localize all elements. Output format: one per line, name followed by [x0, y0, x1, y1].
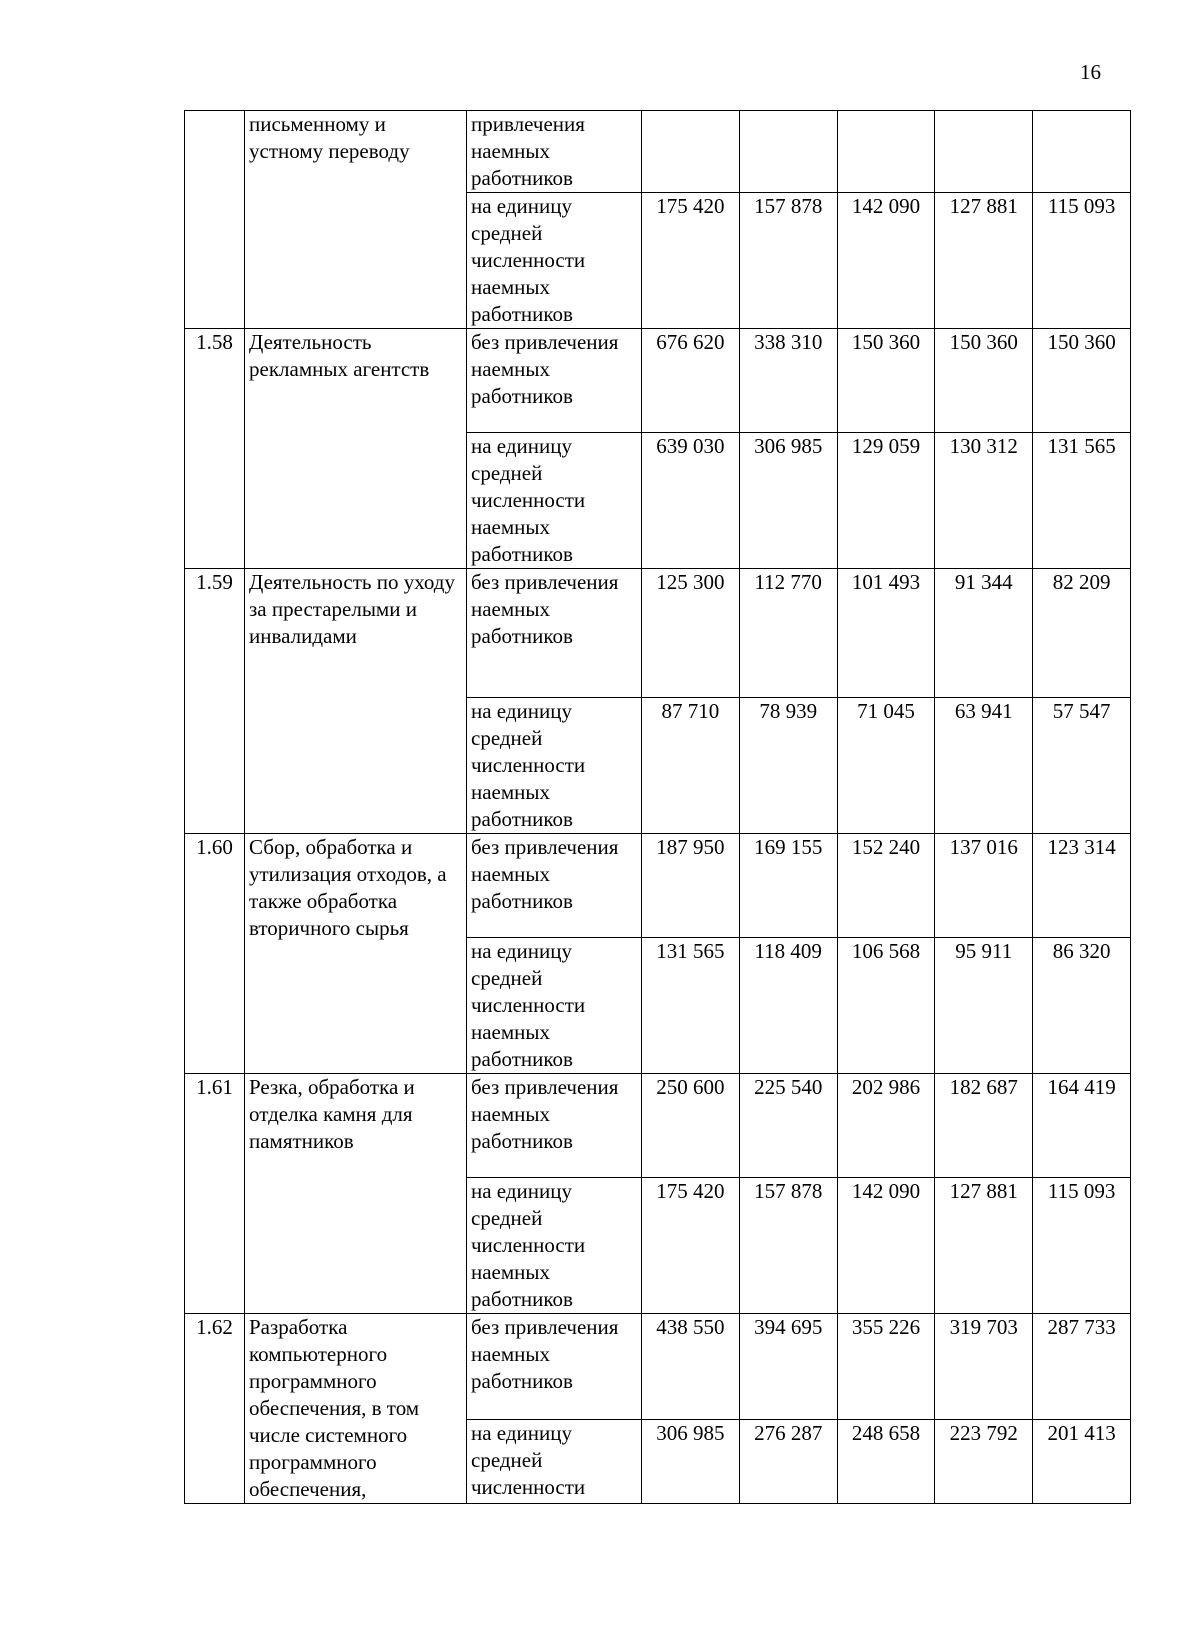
row-number: 1.58 [185, 329, 245, 569]
value-cell: 182 687 [935, 1074, 1033, 1178]
value-cell: 101 493 [837, 569, 935, 698]
value-cell: 164 419 [1033, 1074, 1131, 1178]
calculation-mode: на единицу средней численности наемных работников [467, 698, 642, 834]
value-cell: 355 226 [837, 1314, 935, 1420]
value-cell: 118 409 [739, 938, 837, 1074]
value-cell: 276 287 [739, 1420, 837, 1504]
row-number [185, 111, 245, 329]
value-cell: 175 420 [642, 193, 740, 329]
calculation-mode: без привлечения наемных работников [467, 834, 642, 938]
value-cell: 676 620 [642, 329, 740, 433]
value-cell: 87 710 [642, 698, 740, 834]
value-cell: 438 550 [642, 1314, 740, 1420]
value-cell: 78 939 [739, 698, 837, 834]
value-cell: 127 881 [935, 193, 1033, 329]
value-cell: 175 420 [642, 1178, 740, 1314]
calculation-mode: без привлечения наемных работников [467, 1074, 642, 1178]
value-cell: 115 093 [1033, 1178, 1131, 1314]
value-cell [739, 111, 837, 193]
value-cell: 223 792 [935, 1420, 1033, 1504]
value-cell: 152 240 [837, 834, 935, 938]
value-cell: 150 360 [935, 329, 1033, 433]
value-cell: 57 547 [1033, 698, 1131, 834]
table-row [185, 1074, 1131, 1178]
value-cell: 142 090 [837, 193, 935, 329]
page-number: 16 [1080, 60, 1101, 84]
value-cell: 130 312 [935, 433, 1033, 569]
value-cell: 127 881 [935, 1178, 1033, 1314]
value-cell: 157 878 [739, 193, 837, 329]
value-cell: 125 300 [642, 569, 740, 698]
row-number: 1.60 [185, 834, 245, 1074]
activity-name: Деятельность рекламных агентств [245, 329, 467, 569]
value-cell: 82 209 [1033, 569, 1131, 698]
calculation-mode: на единицу средней численности наемных работников [467, 1178, 642, 1314]
value-cell: 150 360 [1033, 329, 1131, 433]
value-cell: 137 016 [935, 834, 1033, 938]
table-row [185, 1314, 1131, 1420]
calculation-mode: привлечения наемных работников [467, 111, 642, 193]
value-cell: 306 985 [642, 1420, 740, 1504]
value-cell: 250 600 [642, 1074, 740, 1178]
calculation-mode: на единицу средней численности [467, 1420, 642, 1504]
value-cell: 639 030 [642, 433, 740, 569]
value-cell: 201 413 [1033, 1420, 1131, 1504]
value-cell: 202 986 [837, 1074, 935, 1178]
calculation-mode: на единицу средней численности наемных работников [467, 433, 642, 569]
tax-rate-table [184, 110, 1131, 1504]
table-row [185, 111, 1131, 193]
table-row [185, 329, 1131, 433]
value-cell: 63 941 [935, 698, 1033, 834]
value-cell: 91 344 [935, 569, 1033, 698]
value-cell: 319 703 [935, 1314, 1033, 1420]
value-cell: 248 658 [837, 1420, 935, 1504]
value-cell: 225 540 [739, 1074, 837, 1178]
value-cell: 394 695 [739, 1314, 837, 1420]
value-cell: 112 770 [739, 569, 837, 698]
row-number: 1.61 [185, 1074, 245, 1314]
calculation-mode: без привлечения наемных работников [467, 329, 642, 433]
value-cell [1033, 111, 1131, 193]
value-cell: 115 093 [1033, 193, 1131, 329]
value-cell: 150 360 [837, 329, 935, 433]
activity-name: Резка, обработка и отделка камня для памятников [245, 1074, 467, 1314]
value-cell: 287 733 [1033, 1314, 1131, 1420]
activity-name: Разработка компьютерного программного обеспечения, в том числе системного программного обеспечения, [245, 1314, 467, 1504]
value-cell [642, 111, 740, 193]
value-cell [935, 111, 1033, 193]
value-cell: 187 950 [642, 834, 740, 938]
value-cell: 95 911 [935, 938, 1033, 1074]
calculation-mode: на единицу средней численности наемных работников [467, 938, 642, 1074]
activity-name: Деятельность по уходу за престарелыми и инвалидами [245, 569, 467, 834]
calculation-mode: без привлечения наемных работников [467, 1314, 642, 1420]
value-cell: 338 310 [739, 329, 837, 433]
value-cell [837, 111, 935, 193]
activity-name: Сбор, обработка и утилизация отходов, а также обработка вторичного сырья [245, 834, 467, 1074]
value-cell: 131 565 [642, 938, 740, 1074]
value-cell: 123 314 [1033, 834, 1131, 938]
row-number: 1.59 [185, 569, 245, 834]
value-cell: 306 985 [739, 433, 837, 569]
row-number: 1.62 [185, 1314, 245, 1504]
calculation-mode: без привлечения наемных работников [467, 569, 642, 698]
value-cell: 106 568 [837, 938, 935, 1074]
table-row [185, 569, 1131, 698]
value-cell: 86 320 [1033, 938, 1131, 1074]
value-cell: 129 059 [837, 433, 935, 569]
activity-name: письменному и устному переводу [245, 111, 467, 329]
table-row [185, 834, 1131, 938]
value-cell: 131 565 [1033, 433, 1131, 569]
value-cell: 142 090 [837, 1178, 935, 1314]
calculation-mode: на единицу средней численности наемных работников [467, 193, 642, 329]
value-cell: 71 045 [837, 698, 935, 834]
value-cell: 157 878 [739, 1178, 837, 1314]
value-cell: 169 155 [739, 834, 837, 938]
